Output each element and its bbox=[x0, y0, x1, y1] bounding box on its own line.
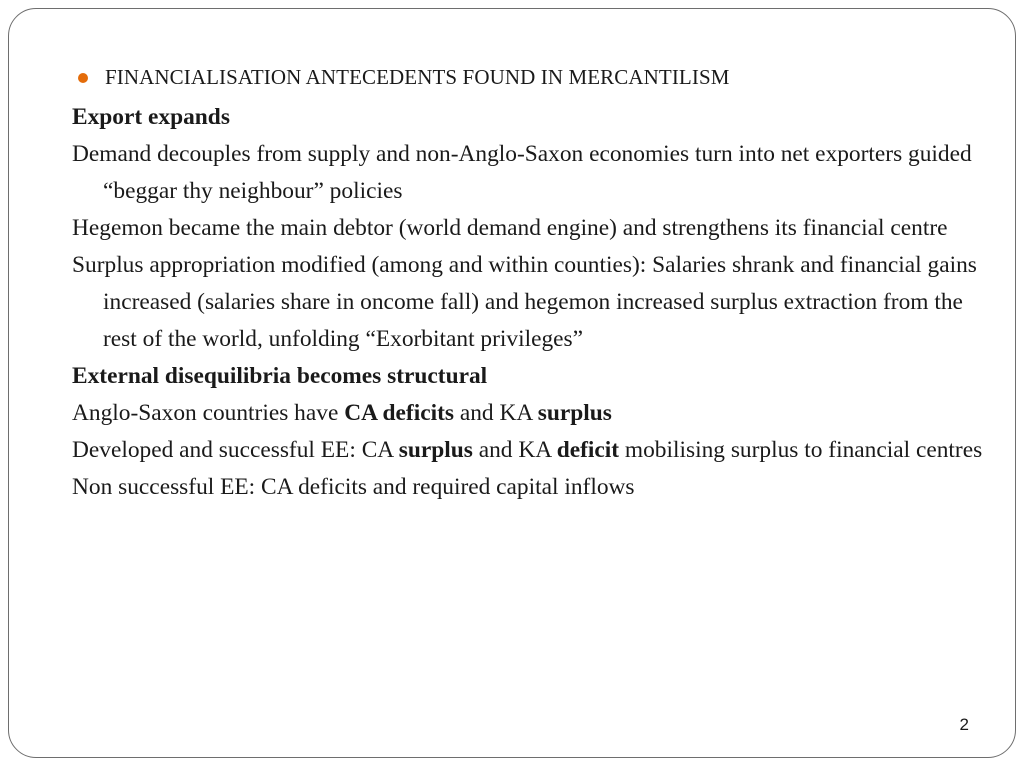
heading-text: FINANCIALISATION ANTECEDENTS FOUND IN MERCANTILISM bbox=[105, 65, 730, 89]
slide-content bbox=[72, 55, 1002, 506]
bullet-dot-icon bbox=[78, 73, 88, 83]
paragraph-hegemon: Hegemon became the main debtor (world demand engine) and strengthens its financial centre bbox=[72, 215, 948, 241]
paragraph-demand: Demand decouples from supply and non-Anglo-Saxon economies turn into net exporters guided “beggar thy neighbour” policies bbox=[72, 141, 972, 204]
slide-frame bbox=[8, 8, 1016, 758]
developed-text-3: mobilising surplus to financial centres bbox=[619, 437, 983, 463]
developed-bold-surplus: surplus bbox=[398, 437, 473, 463]
paragraph-surplus: Surplus appropriation modified (among and within counties): Salaries shrank and financial gains increased (salaries share in oncome fall) and hegemon increased surplus extraction from the rest of the world, unfolding “Exorbitant privileges” bbox=[72, 252, 977, 352]
developed-text-1: Developed and successful EE: CA bbox=[72, 437, 399, 463]
paragraph-anglo-saxon bbox=[72, 395, 1002, 432]
paragraph-developed-ee bbox=[72, 432, 1002, 469]
anglo-text-2: and KA bbox=[453, 400, 538, 426]
slide-heading bbox=[72, 55, 1002, 99]
section-title-disequilibria: External disequilibria becomes structural bbox=[72, 363, 488, 389]
page-number: 2 bbox=[959, 715, 969, 734]
anglo-text-1: Anglo-Saxon countries have bbox=[72, 400, 345, 426]
anglo-bold-ca-deficits: CA deficits bbox=[344, 400, 454, 426]
paragraph-non-successful-ee: Non successful EE: CA deficits and required capital inflows bbox=[72, 474, 635, 500]
section-title-export: Export expands bbox=[72, 104, 230, 130]
anglo-bold-surplus: surplus bbox=[537, 400, 612, 426]
developed-text-2: and KA bbox=[472, 437, 557, 463]
developed-bold-deficit: deficit bbox=[556, 437, 620, 463]
